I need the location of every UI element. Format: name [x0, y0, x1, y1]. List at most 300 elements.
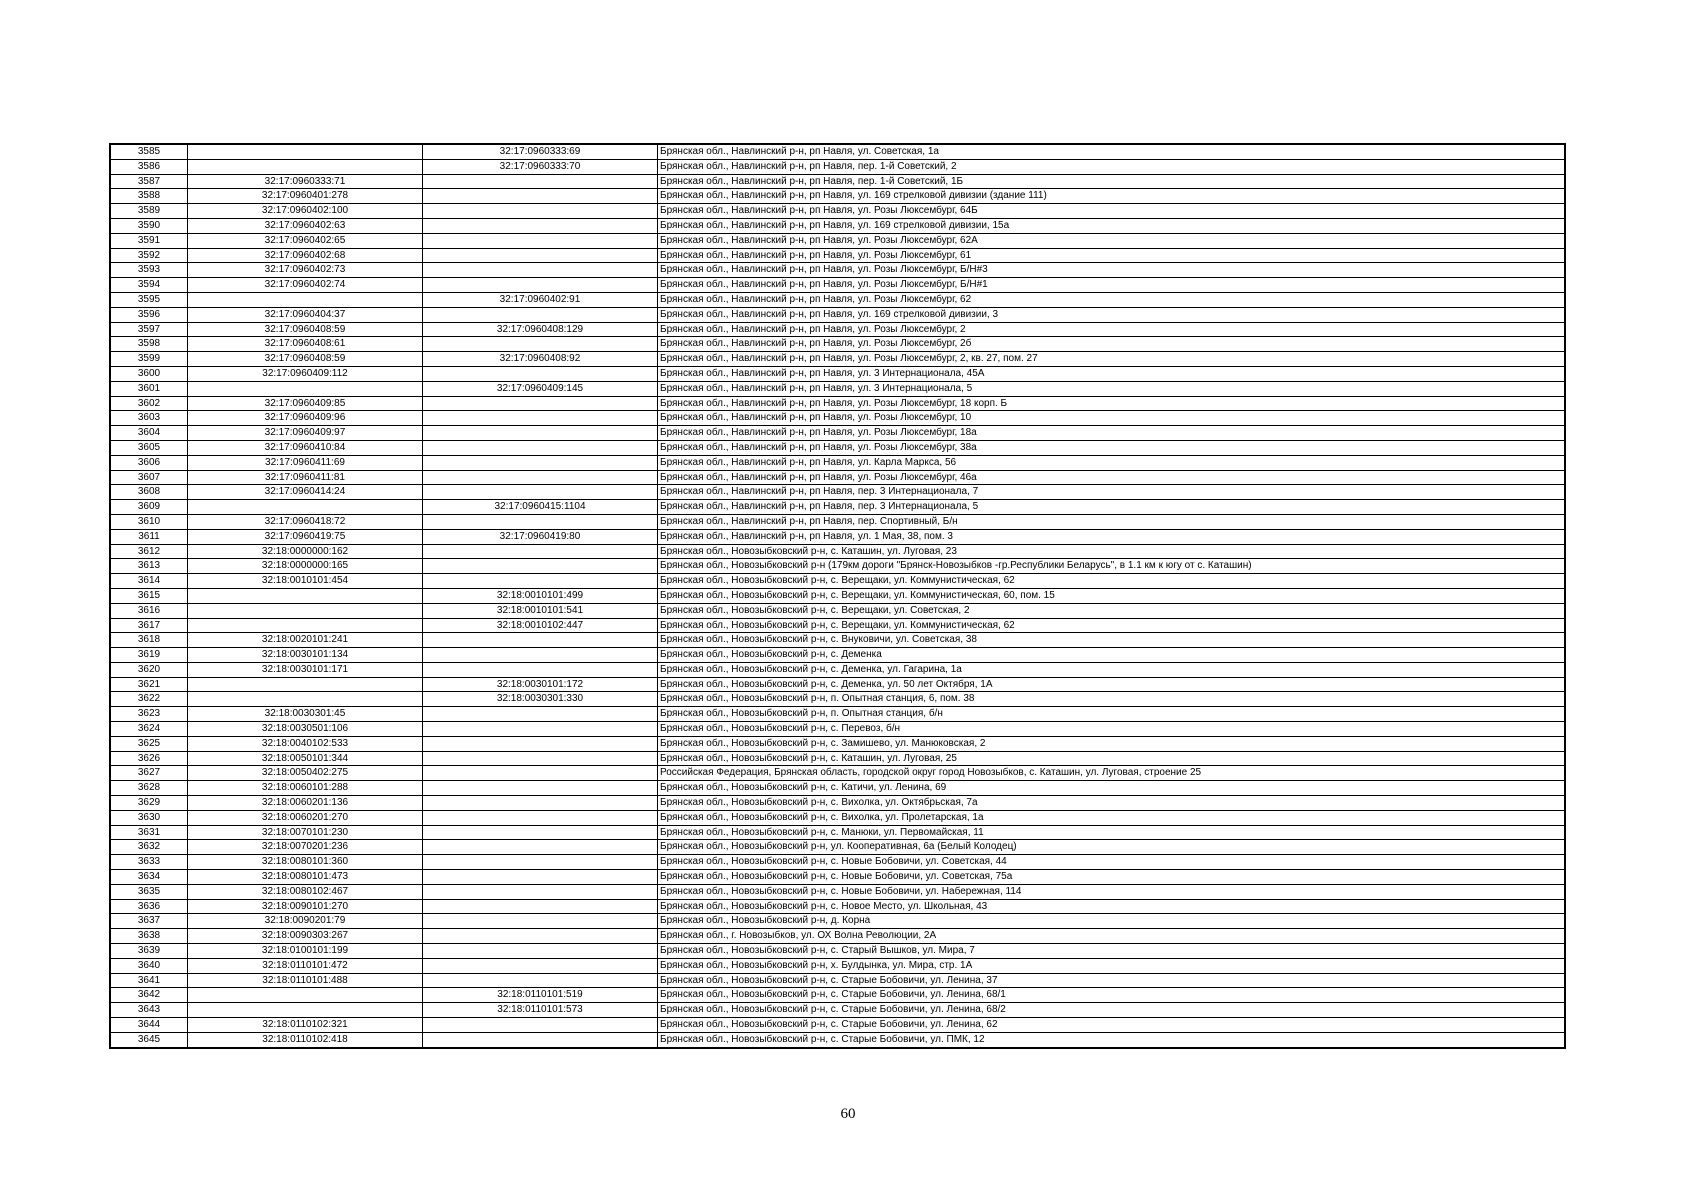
- row-number: 3613: [110, 559, 188, 574]
- table-row: [110, 707, 1565, 722]
- row-number: 3600: [110, 366, 188, 381]
- row-number: 3592: [110, 248, 188, 263]
- object-address: Брянская обл., Навлинский р-н, рп Навля, ул. Розы Люксембург, 18 корп. Б: [658, 396, 1566, 411]
- row-number: 3625: [110, 736, 188, 751]
- row-number: 3604: [110, 426, 188, 441]
- row-number: 3624: [110, 722, 188, 737]
- row-number: 3602: [110, 396, 188, 411]
- cadastral-number-a: 32:17:0960410:84: [188, 440, 423, 455]
- table-row: [110, 144, 1565, 159]
- table-row: [110, 677, 1565, 692]
- table-row: [110, 352, 1565, 367]
- table-row: [110, 1003, 1565, 1018]
- row-number: 3591: [110, 233, 188, 248]
- object-address: Брянская обл., Навлинский р-н, рп Навля, ул. 3 Интернационала, 45А: [658, 366, 1566, 381]
- cadastral-number-b: 32:18:0110101:573: [423, 1003, 658, 1018]
- row-number: 3590: [110, 218, 188, 233]
- object-address: Брянская обл., Новозыбковский р-н, с. Деменка: [658, 648, 1566, 663]
- row-number: 3599: [110, 352, 188, 367]
- cadastral-number-b: [423, 514, 658, 529]
- object-address: Брянская обл., Новозыбковский р-н, с. Верещаки, ул. Советская, 2: [658, 603, 1566, 618]
- object-address: Брянская обл., Новозыбковский р-н, с. Внуковичи, ул. Советская, 38: [658, 633, 1566, 648]
- cadastral-number-a: 32:17:0960414:24: [188, 485, 423, 500]
- row-number: 3605: [110, 440, 188, 455]
- cadastral-number-b: [423, 662, 658, 677]
- cadastral-number-a: [188, 381, 423, 396]
- cadastral-number-a: 32:18:0040102:533: [188, 736, 423, 751]
- cadastral-number-a: 32:17:0960402:68: [188, 248, 423, 263]
- table-row: [110, 840, 1565, 855]
- cadastral-number-b: [423, 870, 658, 885]
- table-row: [110, 278, 1565, 293]
- object-address: Брянская обл., Навлинский р-н, рп Навля, ул. Розы Люксембург, 62: [658, 292, 1566, 307]
- row-number: 3594: [110, 278, 188, 293]
- cadastral-number-b: [423, 470, 658, 485]
- object-address: Брянская обл., Навлинский р-н, рп Навля, ул. Розы Люксембург, 61: [658, 248, 1566, 263]
- cadastral-number-a: 32:18:0010101:454: [188, 574, 423, 589]
- object-address: Брянская обл., Новозыбковский р-н, с. Верещаки, ул. Коммунистическая, 60, пом. 15: [658, 588, 1566, 603]
- cadastral-number-b: 32:18:0030301:330: [423, 692, 658, 707]
- cadastral-number-b: [423, 796, 658, 811]
- table-row: [110, 1018, 1565, 1033]
- cadastral-number-a: 32:18:0090303:267: [188, 929, 423, 944]
- object-address: Брянская обл., Новозыбковский р-н, с. Замишево, ул. Манюковская, 2: [658, 736, 1566, 751]
- cadastral-number-b: [423, 810, 658, 825]
- cadastral-number-a: [188, 692, 423, 707]
- row-number: 3607: [110, 470, 188, 485]
- row-number: 3595: [110, 292, 188, 307]
- object-address: Брянская обл., Новозыбковский р-н, с. Верещаки, ул. Коммунистическая, 62: [658, 574, 1566, 589]
- cadastral-number-b: [423, 411, 658, 426]
- cadastral-number-b: [423, 485, 658, 500]
- row-number: 3641: [110, 973, 188, 988]
- object-address: Брянская обл., Новозыбковский р-н, ул. Кооперативная, 6а (Белый Колодец): [658, 840, 1566, 855]
- object-address: Брянская обл., Новозыбковский р-н, п. Опытная станция, 6, пом. 38: [658, 692, 1566, 707]
- table-row: [110, 529, 1565, 544]
- object-address: Брянская обл., Новозыбковский р-н, с. Новые Бобовичи, ул. Советская, 75а: [658, 870, 1566, 885]
- cadastral-number-a: 32:18:0090101:270: [188, 899, 423, 914]
- row-number: 3630: [110, 810, 188, 825]
- cadastral-number-a: [188, 292, 423, 307]
- row-number: 3586: [110, 159, 188, 174]
- table-row: [110, 440, 1565, 455]
- row-number: 3623: [110, 707, 188, 722]
- cadastral-number-a: 32:17:0960408:59: [188, 322, 423, 337]
- cadastral-number-b: 32:18:0010101:541: [423, 603, 658, 618]
- registry-table-body: [110, 144, 1565, 1048]
- row-number: 3587: [110, 174, 188, 189]
- row-number: 3640: [110, 958, 188, 973]
- table-row: [110, 929, 1565, 944]
- cadastral-number-a: 32:18:0070201:236: [188, 840, 423, 855]
- table-row: [110, 263, 1565, 278]
- table-row: [110, 366, 1565, 381]
- row-number: 3643: [110, 1003, 188, 1018]
- cadastral-number-b: [423, 248, 658, 263]
- cadastral-number-b: [423, 337, 658, 352]
- table-row: [110, 307, 1565, 322]
- cadastral-number-a: [188, 144, 423, 159]
- cadastral-number-b: 32:17:0960333:69: [423, 144, 658, 159]
- cadastral-number-a: 32:18:0080102:467: [188, 884, 423, 899]
- table-row: [110, 233, 1565, 248]
- table-row: [110, 736, 1565, 751]
- cadastral-number-a: 32:18:0050402:275: [188, 766, 423, 781]
- cadastral-number-a: 32:18:0050101:344: [188, 751, 423, 766]
- cadastral-number-b: [423, 1018, 658, 1033]
- cadastral-number-a: 32:17:0960408:59: [188, 352, 423, 367]
- table-row: [110, 189, 1565, 204]
- cadastral-number-b: [423, 722, 658, 737]
- cadastral-number-a: [188, 500, 423, 515]
- object-address: Брянская обл., Новозыбковский р-н, с. Старые Бобовичи, ул. ПМК, 12: [658, 1032, 1566, 1047]
- object-address: Брянская обл., Навлинский р-н, рп Навля, ул. Советская, 1а: [658, 144, 1566, 159]
- cadastral-number-a: 32:17:0960402:73: [188, 263, 423, 278]
- cadastral-number-a: [188, 603, 423, 618]
- table-row: [110, 500, 1565, 515]
- object-address: Брянская обл., Навлинский р-н, рп Навля, ул. Розы Люксембург, 2, кв. 27, пом. 27: [658, 352, 1566, 367]
- cadastral-number-b: [423, 973, 658, 988]
- object-address: Брянская обл., Новозыбковский р-н, с. Вихолка, ул. Пролетарская, 1а: [658, 810, 1566, 825]
- cadastral-number-a: [188, 159, 423, 174]
- cadastral-number-b: [423, 204, 658, 219]
- table-row: [110, 633, 1565, 648]
- cadastral-registry-table: [109, 143, 1566, 1049]
- table-row: [110, 751, 1565, 766]
- table-row: [110, 588, 1565, 603]
- table-row: [110, 648, 1565, 663]
- cadastral-number-b: 32:17:0960408:92: [423, 352, 658, 367]
- row-number: 3639: [110, 944, 188, 959]
- cadastral-number-a: 32:17:0960411:81: [188, 470, 423, 485]
- cadastral-number-b: [423, 707, 658, 722]
- table-row: [110, 485, 1565, 500]
- cadastral-number-a: 32:17:0960402:65: [188, 233, 423, 248]
- cadastral-number-b: [423, 751, 658, 766]
- object-address: Российская Федерация, Брянская область, городской округ город Новозыбков, с. Каташин, ул. Луговая, строение 25: [658, 766, 1566, 781]
- row-number: 3598: [110, 337, 188, 352]
- row-number: 3603: [110, 411, 188, 426]
- object-address: Брянская обл., Навлинский р-н, рп Навля, ул. Розы Люксембург, 64Б: [658, 204, 1566, 219]
- object-address: Брянская обл., Новозыбковский р-н, с. Перевоз, б/н: [658, 722, 1566, 737]
- row-number: 3585: [110, 144, 188, 159]
- cadastral-number-b: 32:17:0960409:145: [423, 381, 658, 396]
- table-row: [110, 381, 1565, 396]
- object-address: Брянская обл., Новозыбковский р-н, с. Новые Бобовичи, ул. Набережная, 114: [658, 884, 1566, 899]
- cadastral-number-a: 32:17:0960409:85: [188, 396, 423, 411]
- object-address: Брянская обл., Новозыбковский р-н, с. Вихолка, ул. Октябрьская, 7а: [658, 796, 1566, 811]
- cadastral-number-b: [423, 633, 658, 648]
- cadastral-number-b: 32:17:0960415:1104: [423, 500, 658, 515]
- cadastral-number-a: 32:18:0070101:230: [188, 825, 423, 840]
- cadastral-number-b: [423, 366, 658, 381]
- table-row: [110, 292, 1565, 307]
- row-number: 3633: [110, 855, 188, 870]
- cadastral-number-b: [423, 781, 658, 796]
- cadastral-number-b: [423, 884, 658, 899]
- object-address: Брянская обл., Навлинский р-н, рп Навля, пер. 3 Интернационала, 5: [658, 500, 1566, 515]
- object-address: Брянская обл., Новозыбковский р-н, с. Верещаки, ул. Коммунистическая, 62: [658, 618, 1566, 633]
- object-address: Брянская обл., Навлинский р-н, рп Навля, ул. 1 Мая, 38, пом. 3: [658, 529, 1566, 544]
- object-address: Брянская обл., Новозыбковский р-н, с. Старые Бобовичи, ул. Ленина, 68/1: [658, 988, 1566, 1003]
- cadastral-number-b: [423, 914, 658, 929]
- cadastral-number-b: [423, 944, 658, 959]
- object-address: Брянская обл., Навлинский р-н, рп Навля, ул. Розы Люксембург, 2: [658, 322, 1566, 337]
- object-address: Брянская обл., Новозыбковский р-н, с. Старые Бобовичи, ул. Ленина, 62: [658, 1018, 1566, 1033]
- cadastral-number-a: 32:18:0060101:288: [188, 781, 423, 796]
- page-number: 60: [840, 1106, 856, 1122]
- cadastral-number-b: [423, 426, 658, 441]
- cadastral-number-b: [423, 648, 658, 663]
- row-number: 3642: [110, 988, 188, 1003]
- cadastral-number-b: 32:18:0010101:499: [423, 588, 658, 603]
- cadastral-number-b: [423, 766, 658, 781]
- row-number: 3610: [110, 514, 188, 529]
- row-number: 3629: [110, 796, 188, 811]
- object-address: Брянская обл., Новозыбковский р-н, х. Булдынка, ул. Мира, стр. 1А: [658, 958, 1566, 973]
- cadastral-number-a: 32:17:0960411:69: [188, 455, 423, 470]
- row-number: 3617: [110, 618, 188, 633]
- cadastral-number-a: 32:17:0960409:97: [188, 426, 423, 441]
- object-address: Брянская обл., Навлинский р-н, рп Навля, ул. Розы Люксембург, 62А: [658, 233, 1566, 248]
- row-number: 3622: [110, 692, 188, 707]
- cadastral-number-a: 32:18:0110101:488: [188, 973, 423, 988]
- object-address: Брянская обл., Навлинский р-н, рп Навля, ул. Розы Люксембург, 2б: [658, 337, 1566, 352]
- row-number: 3588: [110, 189, 188, 204]
- cadastral-number-a: 32:17:0960409:112: [188, 366, 423, 381]
- table-row: [110, 810, 1565, 825]
- row-number: 3635: [110, 884, 188, 899]
- row-number: 3621: [110, 677, 188, 692]
- row-number: 3644: [110, 1018, 188, 1033]
- cadastral-number-a: 32:18:0100101:199: [188, 944, 423, 959]
- cadastral-number-b: 32:17:0960419:80: [423, 529, 658, 544]
- object-address: Брянская обл., Новозыбковский р-н, с. Манюки, ул. Первомайская, 11: [658, 825, 1566, 840]
- table-row: [110, 662, 1565, 677]
- object-address: Брянская обл., Новозыбковский р-н, с. Деменка, ул. 50 лет Октября, 1А: [658, 677, 1566, 692]
- row-number: 3596: [110, 307, 188, 322]
- object-address: Брянская обл., г. Новозыбков, ул. ОХ Волна Революции, 2А: [658, 929, 1566, 944]
- row-number: 3626: [110, 751, 188, 766]
- cadastral-number-b: [423, 825, 658, 840]
- row-number: 3601: [110, 381, 188, 396]
- object-address: Брянская обл., Навлинский р-н, рп Навля, пер. Спортивный, Б/н: [658, 514, 1566, 529]
- object-address: Брянская обл., Навлинский р-н, рп Навля, пер. 1-й Советский, 1Б: [658, 174, 1566, 189]
- row-number: 3593: [110, 263, 188, 278]
- row-number: 3632: [110, 840, 188, 855]
- table-row: [110, 322, 1565, 337]
- table-row: [110, 411, 1565, 426]
- table-row: [110, 514, 1565, 529]
- table-row: [110, 603, 1565, 618]
- cadastral-number-b: [423, 736, 658, 751]
- cadastral-number-a: [188, 588, 423, 603]
- table-row: [110, 159, 1565, 174]
- table-row: [110, 204, 1565, 219]
- table-row: [110, 218, 1565, 233]
- cadastral-number-a: 32:18:0000000:165: [188, 559, 423, 574]
- cadastral-number-a: [188, 618, 423, 633]
- table-row: [110, 944, 1565, 959]
- table-row: [110, 899, 1565, 914]
- row-number: 3618: [110, 633, 188, 648]
- cadastral-number-b: 32:17:0960333:70: [423, 159, 658, 174]
- table-row: [110, 248, 1565, 263]
- cadastral-number-a: [188, 1003, 423, 1018]
- cadastral-number-b: [423, 929, 658, 944]
- cadastral-number-a: 32:18:0020101:241: [188, 633, 423, 648]
- object-address: Брянская обл., Новозыбковский р-н, с. Новое Место, ул. Школьная, 43: [658, 899, 1566, 914]
- object-address: Брянская обл., Навлинский р-н, рп Навля, ул. Розы Люксембург, 10: [658, 411, 1566, 426]
- table-row: [110, 855, 1565, 870]
- cadastral-number-a: 32:18:0110102:418: [188, 1032, 423, 1047]
- row-number: 3627: [110, 766, 188, 781]
- object-address: Брянская обл., Навлинский р-н, рп Навля, ул. Розы Люксембург, Б/Н#1: [658, 278, 1566, 293]
- row-number: 3597: [110, 322, 188, 337]
- cadastral-number-b: 32:18:0010102:447: [423, 618, 658, 633]
- cadastral-number-b: [423, 559, 658, 574]
- cadastral-number-a: 32:17:0960402:100: [188, 204, 423, 219]
- object-address: Брянская обл., Новозыбковский р-н, с. Деменка, ул. Гагарина, 1а: [658, 662, 1566, 677]
- table-row: [110, 396, 1565, 411]
- cadastral-number-b: [423, 855, 658, 870]
- object-address: Брянская обл., Новозыбковский р-н (179км дороги "Брянск-Новозыбков -гр.Республики Беларусь", в 1.1 км к югу от с. Каташин): [658, 559, 1566, 574]
- cadastral-number-b: [423, 1032, 658, 1047]
- object-address: Брянская обл., Навлинский р-н, рп Навля, ул. 169 стрелковой дивизии (здание 111): [658, 189, 1566, 204]
- object-address: Брянская обл., Новозыбковский р-н, с. Старый Вышков, ул. Мира, 7: [658, 944, 1566, 959]
- object-address: Брянская обл., Новозыбковский р-н, с. Новые Бобовичи, ул. Советская, 44: [658, 855, 1566, 870]
- cadastral-number-b: [423, 574, 658, 589]
- cadastral-number-b: [423, 840, 658, 855]
- object-address: Брянская обл., Навлинский р-н, рп Навля, ул. 169 стрелковой дивизии, 15а: [658, 218, 1566, 233]
- table-row: [110, 722, 1565, 737]
- cadastral-number-b: [423, 174, 658, 189]
- object-address: Брянская обл., Новозыбковский р-н, с. Катичи, ул. Ленина, 69: [658, 781, 1566, 796]
- cadastral-number-a: 32:17:0960401:278: [188, 189, 423, 204]
- cadastral-number-a: 32:18:0080101:473: [188, 870, 423, 885]
- cadastral-number-a: [188, 677, 423, 692]
- cadastral-number-a: 32:18:0060201:136: [188, 796, 423, 811]
- table-row: [110, 870, 1565, 885]
- row-number: 3616: [110, 603, 188, 618]
- row-number: 3619: [110, 648, 188, 663]
- cadastral-number-a: 32:18:0060201:270: [188, 810, 423, 825]
- object-address: Брянская обл., Новозыбковский р-н, с. Старые Бобовичи, ул. Ленина, 68/2: [658, 1003, 1566, 1018]
- cadastral-number-a: 32:18:0000000:162: [188, 544, 423, 559]
- cadastral-number-b: [423, 440, 658, 455]
- row-number: 3631: [110, 825, 188, 840]
- cadastral-number-a: [188, 988, 423, 1003]
- cadastral-number-b: 32:18:0110101:519: [423, 988, 658, 1003]
- object-address: Брянская обл., Новозыбковский р-н, с. Каташин, ул. Луговая, 23: [658, 544, 1566, 559]
- row-number: 3615: [110, 588, 188, 603]
- cadastral-number-a: 32:18:0110102:321: [188, 1018, 423, 1033]
- object-address: Брянская обл., Навлинский р-н, рп Навля, ул. Розы Люксембург, Б/Н#3: [658, 263, 1566, 278]
- table-row: [110, 766, 1565, 781]
- object-address: Брянская обл., Навлинский р-н, рп Навля, ул. Розы Люксембург, 38а: [658, 440, 1566, 455]
- cadastral-number-a: 32:18:0030301:45: [188, 707, 423, 722]
- table-row: [110, 544, 1565, 559]
- cadastral-number-b: 32:17:0960402:91: [423, 292, 658, 307]
- table-row: [110, 692, 1565, 707]
- object-address: Брянская обл., Новозыбковский р-н, п. Опытная станция, б/н: [658, 707, 1566, 722]
- cadastral-number-a: 32:17:0960402:74: [188, 278, 423, 293]
- cadastral-number-a: 32:17:0960409:96: [188, 411, 423, 426]
- cadastral-number-b: [423, 263, 658, 278]
- row-number: 3638: [110, 929, 188, 944]
- table-row: [110, 618, 1565, 633]
- cadastral-number-b: [423, 233, 658, 248]
- object-address: Брянская обл., Новозыбковский р-н, с. Старые Бобовичи, ул. Ленина, 37: [658, 973, 1566, 988]
- cadastral-number-b: 32:17:0960408:129: [423, 322, 658, 337]
- cadastral-number-b: [423, 958, 658, 973]
- object-address: Брянская обл., Навлинский р-н, рп Навля, ул. Розы Люксембург, 18а: [658, 426, 1566, 441]
- table-row: [110, 426, 1565, 441]
- cadastral-number-a: 32:18:0080101:360: [188, 855, 423, 870]
- cadastral-number-b: [423, 307, 658, 322]
- cadastral-number-a: 32:17:0960402:63: [188, 218, 423, 233]
- cadastral-number-a: 32:17:0960418:72: [188, 514, 423, 529]
- row-number: 3612: [110, 544, 188, 559]
- cadastral-number-a: 32:18:0110101:472: [188, 958, 423, 973]
- table-row: [110, 914, 1565, 929]
- object-address: Брянская обл., Навлинский р-н, рп Навля, пер. 3 Интернационала, 7: [658, 485, 1566, 500]
- cadastral-number-a: 32:18:0030101:134: [188, 648, 423, 663]
- row-number: 3614: [110, 574, 188, 589]
- row-number: 3589: [110, 204, 188, 219]
- row-number: 3608: [110, 485, 188, 500]
- cadastral-number-b: [423, 278, 658, 293]
- cadastral-number-b: [423, 218, 658, 233]
- cadastral-number-a: 32:17:0960404:37: [188, 307, 423, 322]
- object-address: Брянская обл., Новозыбковский р-н, д. Корна: [658, 914, 1566, 929]
- row-number: 3606: [110, 455, 188, 470]
- row-number: 3634: [110, 870, 188, 885]
- row-number: 3620: [110, 662, 188, 677]
- object-address: Брянская обл., Навлинский р-н, рп Навля, ул. Карла Маркса, 56: [658, 455, 1566, 470]
- table-row: [110, 470, 1565, 485]
- object-address: Брянская обл., Навлинский р-н, рп Навля, ул. 3 Интернационала, 5: [658, 381, 1566, 396]
- object-address: Брянская обл., Навлинский р-н, рп Навля, ул. 169 стрелковой дивизии, 3: [658, 307, 1566, 322]
- table-row: [110, 1032, 1565, 1047]
- table-row: [110, 884, 1565, 899]
- table-row: [110, 825, 1565, 840]
- cadastral-number-a: 32:18:0030101:171: [188, 662, 423, 677]
- object-address: Брянская обл., Новозыбковский р-н, с. Каташин, ул. Луговая, 25: [658, 751, 1566, 766]
- cadastral-number-a: 32:18:0030501:106: [188, 722, 423, 737]
- cadastral-number-a: 32:17:0960408:61: [188, 337, 423, 352]
- table-row: [110, 574, 1565, 589]
- cadastral-number-b: [423, 455, 658, 470]
- cadastral-number-a: 32:17:0960333:71: [188, 174, 423, 189]
- cadastral-number-a: 32:18:0090201:79: [188, 914, 423, 929]
- table-row: [110, 337, 1565, 352]
- row-number: 3611: [110, 529, 188, 544]
- table-row: [110, 559, 1565, 574]
- table-row: [110, 781, 1565, 796]
- cadastral-number-b: [423, 189, 658, 204]
- row-number: 3636: [110, 899, 188, 914]
- row-number: 3628: [110, 781, 188, 796]
- table-row: [110, 973, 1565, 988]
- table-row: [110, 958, 1565, 973]
- table-row: [110, 455, 1565, 470]
- cadastral-number-b: 32:18:0030101:172: [423, 677, 658, 692]
- table-row: [110, 988, 1565, 1003]
- table-row: [110, 174, 1565, 189]
- object-address: Брянская обл., Навлинский р-н, рп Навля, ул. Розы Люксембург, 46а: [658, 470, 1566, 485]
- row-number: 3637: [110, 914, 188, 929]
